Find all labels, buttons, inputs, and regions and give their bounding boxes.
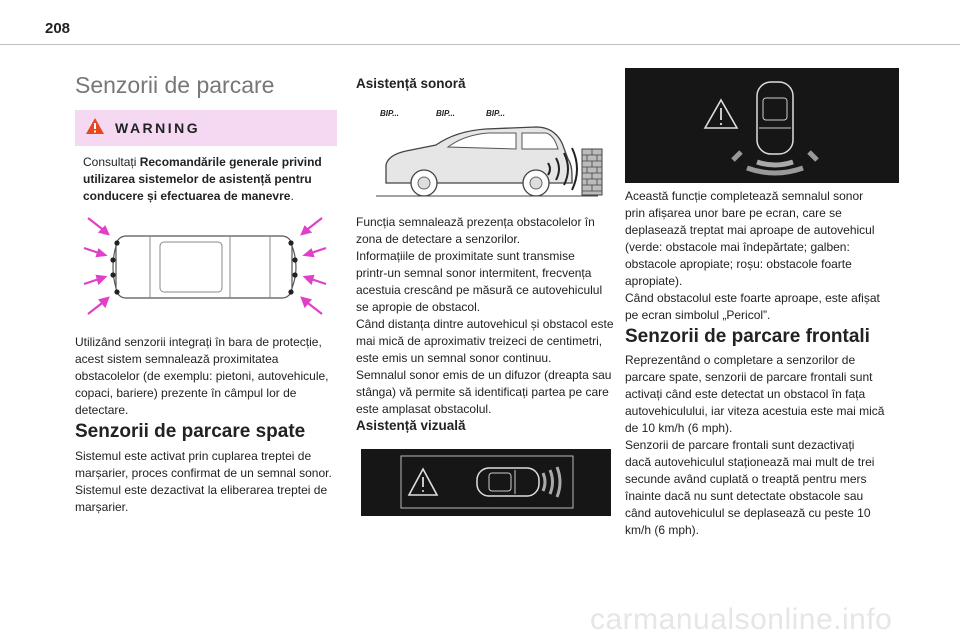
sound-line: zona de detectare a senzorilor. bbox=[356, 232, 521, 246]
visual-line: obstacole apropiate; roșu: obstacole foarte bbox=[625, 257, 852, 271]
warning-header bbox=[75, 110, 337, 146]
car-side-sound-diagram bbox=[366, 103, 606, 203]
warning-title: WARNING bbox=[115, 120, 201, 136]
sound-line: este emis un semnal sonor continuu. bbox=[356, 351, 552, 365]
sound-line: Semnalul sonor emis de un difuzor (dreapta sau bbox=[356, 368, 612, 382]
warning-text-prefix: Consultați bbox=[83, 155, 140, 169]
front-display-diagram bbox=[625, 68, 899, 183]
sound-line: Când distanța dintre autovehicul și obstacol este bbox=[356, 317, 614, 331]
sound-assist-paragraph bbox=[356, 214, 626, 418]
rear-line: marșarier, proces confirmat de un semnal sonor. bbox=[75, 466, 332, 480]
front-line: de 10 km/h (6 mph). bbox=[625, 421, 733, 435]
visual-line: deplasează treptat mai aproape de autovehicul bbox=[625, 223, 875, 237]
warning-text-suffix: . bbox=[290, 189, 294, 203]
intro-line: detectare. bbox=[75, 403, 129, 417]
visual-line: Când obstacolul este foarte aproape, este afișat bbox=[625, 291, 880, 305]
visual-line: Această funcție completează semnalul sonor bbox=[625, 189, 864, 203]
watermark: carmanualsonline.info bbox=[590, 603, 893, 636]
sound-line: stânga) vă permite să identificați partea pe care bbox=[356, 385, 609, 399]
sound-assist-heading: Asistență sonoră bbox=[356, 76, 466, 91]
front-sensors-paragraph bbox=[625, 352, 905, 539]
sound-line: se apropie de obstacol. bbox=[356, 300, 481, 314]
front-line: Senzorii de parcare frontali sunt dezactivați bbox=[625, 438, 855, 452]
front-line: Reprezentând o completare a senzorilor de bbox=[625, 353, 856, 367]
intro-line: acest sistem semnalează proximitatea bbox=[75, 352, 279, 366]
car-top-view-diagram bbox=[80, 212, 330, 320]
sound-line: este amplasat obstacolul. bbox=[356, 402, 492, 416]
intro-line: copaci, bariere) prezente în câmpul lor de bbox=[75, 386, 297, 400]
front-line: autovehiculului, iar viteza acestuia este mai mică bbox=[625, 404, 885, 418]
front-sensors-heading: Senzorii de parcare frontali bbox=[625, 326, 870, 347]
warning-box bbox=[75, 110, 337, 203]
visual-line: prin afișarea unor bare pe ecran, care se bbox=[625, 206, 842, 220]
rear-line: Sistemul este activat prin cuplarea treptei de bbox=[75, 449, 312, 463]
front-line: parcare spate, senzorii de parcare frontali sunt bbox=[625, 370, 873, 384]
visual-assist-heading: Asistență vizuală bbox=[356, 418, 466, 433]
intro-line: obstacolelor (de exemplu: pietoni, autovehicule, bbox=[75, 369, 329, 383]
rear-line: marșarier. bbox=[75, 500, 129, 514]
bip-label: BIP... bbox=[486, 109, 505, 118]
rear-line: Sistemul este dezactivat la eliberarea treptei de bbox=[75, 483, 328, 497]
visual-line: apropiate). bbox=[625, 274, 683, 288]
front-line: activați când este detectat un obstacol în fața bbox=[625, 387, 866, 401]
warning-text bbox=[75, 146, 337, 205]
page-number: 208 bbox=[45, 20, 71, 37]
sound-line: Funcția semnalează prezența obstacolelor în bbox=[356, 215, 595, 229]
sound-line: mai mică de aproximativ treizeci de centimetri, bbox=[356, 334, 603, 348]
front-line: dacă autovehiculul staționează mai mult de trei bbox=[625, 455, 875, 469]
front-line: secunde având cuplată o treaptă pentru mers bbox=[625, 472, 867, 486]
section-title: Senzorii de parcare bbox=[75, 72, 275, 98]
front-line: înainte dacă nu sunt detectate obstacole sau bbox=[625, 489, 864, 503]
warning-triangle-icon bbox=[85, 117, 105, 140]
sound-line: acestuia crescând pe măsură ce autovehiculul bbox=[356, 283, 603, 297]
visual-line: (verde: obstacole mai îndepărtate; galben: bbox=[625, 240, 850, 254]
warning-text-bold: Recomandările generale privind utilizarea sistemelor de asistență pentru conducere și efectuarea de manevre bbox=[83, 155, 322, 203]
visual-assist-paragraph bbox=[625, 188, 901, 324]
bip-label: BIP... bbox=[436, 109, 455, 118]
rear-sensors-heading: Senzorii de parcare spate bbox=[75, 421, 306, 442]
visual-line: pe ecran simbolul „Pericol”. bbox=[625, 308, 771, 322]
header-rule bbox=[0, 44, 960, 45]
intro-paragraph bbox=[75, 334, 340, 419]
rear-sensors-paragraph bbox=[75, 448, 345, 516]
rear-display-diagram bbox=[361, 449, 611, 516]
sound-line: printr-un semnal sonor intermitent, frecvența bbox=[356, 266, 592, 280]
intro-line: Utilizând senzorii integrați în bara de protecție, bbox=[75, 335, 322, 349]
bip-label: BIP... bbox=[380, 109, 399, 118]
front-line: km/h (6 mph). bbox=[625, 523, 700, 537]
front-line: când autovehiculul se deplasează cu peste 10 bbox=[625, 506, 871, 520]
sound-line: Informațiile de proximitate sunt transmise bbox=[356, 249, 575, 263]
